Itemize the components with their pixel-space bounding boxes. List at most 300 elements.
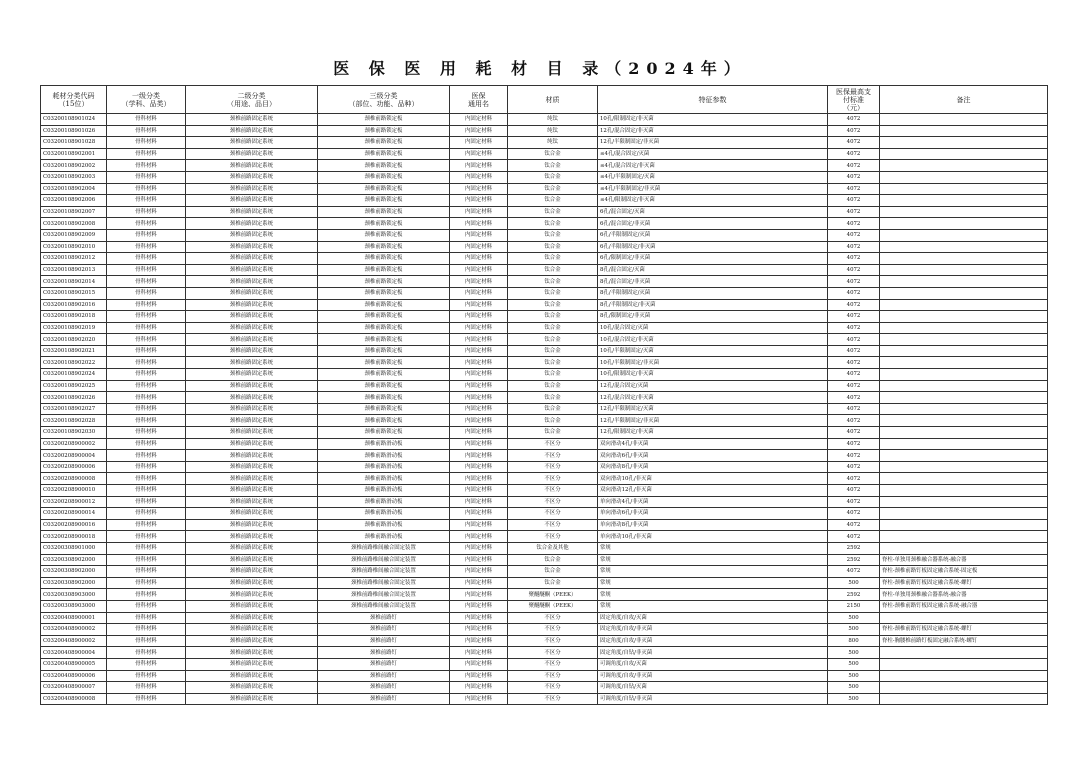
cell-code: C03200208900008 bbox=[41, 473, 107, 485]
cell-max-price: 4072 bbox=[828, 392, 880, 404]
cell-max-price: 2592 bbox=[828, 589, 880, 601]
cell-category-1: 骨科材料 bbox=[107, 276, 186, 288]
cell-remarks: 脊柱-颈椎前路钉板固定融合系统-螺钉 bbox=[880, 577, 1048, 589]
cell-category-2: 颈椎前路固定系统 bbox=[186, 287, 318, 299]
cell-parameters: 6孔/限制固定/非灭菌 bbox=[598, 253, 828, 265]
cell-code: C03200108902019 bbox=[41, 322, 107, 334]
cell-material: 纯钛 bbox=[508, 137, 598, 149]
cell-remarks bbox=[880, 322, 1048, 334]
cell-material: 钛合金 bbox=[508, 148, 598, 160]
cell-material: 钛合金 bbox=[508, 299, 598, 311]
cell-generic-name: 内固定材料 bbox=[450, 264, 508, 276]
table-row bbox=[41, 461, 1048, 473]
cell-material: 不区分 bbox=[508, 670, 598, 682]
cell-category-1: 骨科材料 bbox=[107, 287, 186, 299]
cell-code: C03200108902003 bbox=[41, 171, 107, 183]
cell-code: C03200208900004 bbox=[41, 450, 107, 462]
table-body bbox=[41, 114, 1048, 705]
cell-parameters: 6孔/混合固定/灭菌 bbox=[598, 206, 828, 218]
cell-category-1: 骨科材料 bbox=[107, 693, 186, 705]
cell-max-price: 500 bbox=[828, 612, 880, 624]
cell-remarks: 脊柱-颈椎前路钉板固定融合系统-融合器 bbox=[880, 600, 1048, 612]
cell-parameters: 固定角度/自攻/非灭菌 bbox=[598, 624, 828, 636]
table-row bbox=[41, 473, 1048, 485]
cell-generic-name: 内固定材料 bbox=[450, 183, 508, 195]
cell-remarks bbox=[880, 670, 1048, 682]
cell-material: 不区分 bbox=[508, 682, 598, 694]
cell-remarks bbox=[880, 369, 1048, 381]
cell-code: C03200108901028 bbox=[41, 137, 107, 149]
cell-parameters: 10孔/混合固定/灭菌 bbox=[598, 322, 828, 334]
cell-generic-name: 内固定材料 bbox=[450, 508, 508, 520]
cell-category-3: 颈椎前路钉 bbox=[318, 682, 450, 694]
cell-remarks: 脊柱-单独用颈椎融合器系统-融合器 bbox=[880, 554, 1048, 566]
table-header bbox=[41, 86, 1048, 114]
cell-code: C03200108902016 bbox=[41, 299, 107, 311]
cell-category-2: 颈椎前路固定系统 bbox=[186, 345, 318, 357]
cell-max-price: 500 bbox=[828, 658, 880, 670]
cell-category-3: 颈椎前路滑动板 bbox=[318, 508, 450, 520]
cell-category-1: 骨科材料 bbox=[107, 253, 186, 265]
cell-category-1: 骨科材料 bbox=[107, 148, 186, 160]
cell-code: C03200408900004 bbox=[41, 647, 107, 659]
cell-parameters: 常规 bbox=[598, 577, 828, 589]
cell-generic-name: 内固定材料 bbox=[450, 542, 508, 554]
cell-code: C03200108902022 bbox=[41, 357, 107, 369]
cell-generic-name: 内固定材料 bbox=[450, 577, 508, 589]
cell-generic-name: 内固定材料 bbox=[450, 403, 508, 415]
cell-generic-name: 内固定材料 bbox=[450, 589, 508, 601]
cell-category-3: 颈椎前路锁定板 bbox=[318, 403, 450, 415]
cell-remarks bbox=[880, 473, 1048, 485]
cell-category-1: 骨科材料 bbox=[107, 369, 186, 381]
cell-max-price: 4072 bbox=[828, 253, 880, 265]
cell-remarks bbox=[880, 380, 1048, 392]
cell-category-2: 颈椎前路固定系统 bbox=[186, 508, 318, 520]
cell-generic-name: 内固定材料 bbox=[450, 253, 508, 265]
table-row bbox=[41, 635, 1048, 647]
table-row bbox=[41, 241, 1048, 253]
cell-remarks bbox=[880, 519, 1048, 531]
cell-remarks bbox=[880, 206, 1048, 218]
cell-remarks: 脊柱-胸腰椎前路钉板固定融合系统-螺钉 bbox=[880, 635, 1048, 647]
cell-category-3: 颈椎前路椎间融合固定装置 bbox=[318, 600, 450, 612]
cell-generic-name: 内固定材料 bbox=[450, 427, 508, 439]
cell-material: 不区分 bbox=[508, 461, 598, 473]
cell-generic-name: 内固定材料 bbox=[450, 682, 508, 694]
table-row bbox=[41, 658, 1048, 670]
cell-code: C03200408900001 bbox=[41, 612, 107, 624]
cell-parameters: 6孔/半限制固定/灭菌 bbox=[598, 229, 828, 241]
cell-max-price: 500 bbox=[828, 577, 880, 589]
cell-parameters: 12孔/混合固定/灭菌 bbox=[598, 380, 828, 392]
cell-code: C03200108902013 bbox=[41, 264, 107, 276]
cell-category-2: 颈椎前路固定系统 bbox=[186, 311, 318, 323]
cell-category-2: 颈椎前路固定系统 bbox=[186, 171, 318, 183]
cell-code: C03200108902010 bbox=[41, 241, 107, 253]
cell-remarks bbox=[880, 137, 1048, 149]
cell-category-3: 颈椎前路滑动板 bbox=[318, 531, 450, 543]
cell-category-2: 颈椎前路固定系统 bbox=[186, 600, 318, 612]
cell-remarks bbox=[880, 287, 1048, 299]
cell-category-2: 颈椎前路固定系统 bbox=[186, 392, 318, 404]
cell-material: 不区分 bbox=[508, 612, 598, 624]
cell-generic-name: 内固定材料 bbox=[450, 369, 508, 381]
cell-category-1: 骨科材料 bbox=[107, 473, 186, 485]
cell-code: C03200108902001 bbox=[41, 148, 107, 160]
cell-generic-name: 内固定材料 bbox=[450, 519, 508, 531]
cell-parameters: 10孔/半限制固定/非灭菌 bbox=[598, 357, 828, 369]
cell-category-3: 颈椎前路锁定板 bbox=[318, 369, 450, 381]
cell-category-2: 颈椎前路固定系统 bbox=[186, 577, 318, 589]
cell-category-3: 颈椎前路锁定板 bbox=[318, 287, 450, 299]
cell-material: 钛合金 bbox=[508, 392, 598, 404]
cell-category-1: 骨科材料 bbox=[107, 114, 186, 126]
cell-max-price: 4072 bbox=[828, 276, 880, 288]
cell-parameters: 6孔/半限制固定/非灭菌 bbox=[598, 241, 828, 253]
cell-material: 不区分 bbox=[508, 647, 598, 659]
cell-generic-name: 内固定材料 bbox=[450, 125, 508, 137]
cell-material: 钛合金 bbox=[508, 415, 598, 427]
cell-material: 钛合金 bbox=[508, 171, 598, 183]
table-row bbox=[41, 125, 1048, 137]
cell-code: C03200108902027 bbox=[41, 403, 107, 415]
cell-category-3: 颈椎前路滑动板 bbox=[318, 450, 450, 462]
table-row bbox=[41, 670, 1048, 682]
cell-parameters: 可调角度/自钻/灭菌 bbox=[598, 682, 828, 694]
cell-category-1: 骨科材料 bbox=[107, 229, 186, 241]
cell-material: 不区分 bbox=[508, 624, 598, 636]
cell-remarks bbox=[880, 403, 1048, 415]
cell-category-3: 颈椎前路锁定板 bbox=[318, 183, 450, 195]
cell-category-2: 颈椎前路固定系统 bbox=[186, 415, 318, 427]
cell-max-price: 4072 bbox=[828, 264, 880, 276]
cell-generic-name: 内固定材料 bbox=[450, 531, 508, 543]
cell-parameters: 双向滑动10孔/非灭菌 bbox=[598, 473, 828, 485]
cell-category-1: 骨科材料 bbox=[107, 600, 186, 612]
cell-generic-name: 内固定材料 bbox=[450, 380, 508, 392]
cell-category-1: 骨科材料 bbox=[107, 461, 186, 473]
table-row bbox=[41, 427, 1048, 439]
cell-code: C03200108902002 bbox=[41, 160, 107, 172]
table-row bbox=[41, 647, 1048, 659]
cell-remarks bbox=[880, 508, 1048, 520]
cell-max-price: 4072 bbox=[828, 311, 880, 323]
cell-parameters: 12孔/半限制固定/非灭菌 bbox=[598, 415, 828, 427]
cell-category-3: 颈椎前路钉 bbox=[318, 658, 450, 670]
cell-parameters: 8孔/半限制固定/灭菌 bbox=[598, 287, 828, 299]
page-title: 医 保 医 用 耗 材 目 录（2024年） bbox=[333, 59, 747, 78]
cell-generic-name: 内固定材料 bbox=[450, 229, 508, 241]
cell-remarks bbox=[880, 171, 1048, 183]
cell-remarks bbox=[880, 299, 1048, 311]
cell-code: C03200108902004 bbox=[41, 183, 107, 195]
cell-material: 不区分 bbox=[508, 693, 598, 705]
cell-parameters: 8孔/混合固定/非灭菌 bbox=[598, 276, 828, 288]
cell-parameters: ≤4孔/半限制固定/非灭菌 bbox=[598, 183, 828, 195]
cell-generic-name: 内固定材料 bbox=[450, 473, 508, 485]
cell-category-2: 颈椎前路固定系统 bbox=[186, 693, 318, 705]
cell-category-2: 颈椎前路固定系统 bbox=[186, 322, 318, 334]
table-row bbox=[41, 600, 1048, 612]
cell-parameters: 固定角度/自钻/非灭菌 bbox=[598, 647, 828, 659]
table-row bbox=[41, 577, 1048, 589]
cell-parameters: 单向滑动4孔/非灭菌 bbox=[598, 496, 828, 508]
cell-remarks bbox=[880, 693, 1048, 705]
cell-max-price: 4072 bbox=[828, 531, 880, 543]
cell-code: C03200308901000 bbox=[41, 542, 107, 554]
cell-remarks bbox=[880, 345, 1048, 357]
cell-remarks bbox=[880, 542, 1048, 554]
cell-max-price: 4072 bbox=[828, 137, 880, 149]
table-row bbox=[41, 542, 1048, 554]
cell-remarks bbox=[880, 427, 1048, 439]
cell-category-3: 颈椎前路锁定板 bbox=[318, 171, 450, 183]
table-row bbox=[41, 485, 1048, 497]
cell-category-1: 骨科材料 bbox=[107, 241, 186, 253]
cell-category-2: 颈椎前路固定系统 bbox=[186, 624, 318, 636]
cell-code: C03200108902014 bbox=[41, 276, 107, 288]
cell-category-2: 颈椎前路固定系统 bbox=[186, 473, 318, 485]
table-row bbox=[41, 357, 1048, 369]
cell-category-3: 颈椎前路椎间融合固定装置 bbox=[318, 554, 450, 566]
cell-max-price: 4072 bbox=[828, 229, 880, 241]
cell-max-price: 4072 bbox=[828, 322, 880, 334]
cell-parameters: 常规 bbox=[598, 554, 828, 566]
column-header-category-3: 三级分类 （部位、功能、品种） bbox=[318, 86, 450, 114]
cell-generic-name: 内固定材料 bbox=[450, 635, 508, 647]
cell-max-price: 4072 bbox=[828, 566, 880, 578]
cell-remarks: 脊柱-颈椎前路钉板固定融合系统-固定板 bbox=[880, 566, 1048, 578]
cell-remarks bbox=[880, 125, 1048, 137]
table-row bbox=[41, 531, 1048, 543]
cell-category-1: 骨科材料 bbox=[107, 612, 186, 624]
cell-category-1: 骨科材料 bbox=[107, 322, 186, 334]
cell-category-1: 骨科材料 bbox=[107, 415, 186, 427]
cell-max-price: 4072 bbox=[828, 125, 880, 137]
cell-code: C03200108902015 bbox=[41, 287, 107, 299]
cell-remarks bbox=[880, 229, 1048, 241]
cell-remarks bbox=[880, 218, 1048, 230]
table-row bbox=[41, 345, 1048, 357]
cell-parameters: 双向滑动12孔/非灭菌 bbox=[598, 485, 828, 497]
cell-category-2: 颈椎前路固定系统 bbox=[186, 229, 318, 241]
cell-code: C03200408900005 bbox=[41, 658, 107, 670]
cell-category-3: 颈椎前路锁定板 bbox=[318, 114, 450, 126]
cell-material: 钛合金 bbox=[508, 380, 598, 392]
cell-category-3: 颈椎前路锁定板 bbox=[318, 311, 450, 323]
cell-generic-name: 内固定材料 bbox=[450, 357, 508, 369]
cell-remarks bbox=[880, 264, 1048, 276]
cell-code: C03200408900007 bbox=[41, 682, 107, 694]
cell-category-1: 骨科材料 bbox=[107, 357, 186, 369]
cell-category-2: 颈椎前路固定系统 bbox=[186, 670, 318, 682]
cell-category-3: 颈椎前路锁定板 bbox=[318, 345, 450, 357]
cell-generic-name: 内固定材料 bbox=[450, 415, 508, 427]
cell-parameters: 12孔/限制固定/非灭菌 bbox=[598, 427, 828, 439]
cell-code: C03200108901026 bbox=[41, 125, 107, 137]
cell-category-1: 骨科材料 bbox=[107, 299, 186, 311]
cell-category-3: 颈椎前路钉 bbox=[318, 635, 450, 647]
table-row bbox=[41, 566, 1048, 578]
cell-max-price: 500 bbox=[828, 624, 880, 636]
table-row bbox=[41, 322, 1048, 334]
cell-material: 钛合金 bbox=[508, 427, 598, 439]
cell-material: 不区分 bbox=[508, 508, 598, 520]
column-header-parameters: 特征参数 bbox=[598, 86, 828, 114]
cell-parameters: ≤4孔/半限制固定/灭菌 bbox=[598, 171, 828, 183]
cell-category-3: 颈椎前路锁定板 bbox=[318, 357, 450, 369]
table-row bbox=[41, 229, 1048, 241]
cell-max-price: 4072 bbox=[828, 241, 880, 253]
cell-remarks bbox=[880, 415, 1048, 427]
cell-category-3: 颈椎前路锁定板 bbox=[318, 276, 450, 288]
cell-parameters: 双向滑动8孔/非灭菌 bbox=[598, 461, 828, 473]
table-row bbox=[41, 450, 1048, 462]
cell-code: C03200108902007 bbox=[41, 206, 107, 218]
cell-category-3: 颈椎前路滑动板 bbox=[318, 485, 450, 497]
cell-max-price: 4072 bbox=[828, 148, 880, 160]
table-row bbox=[41, 206, 1048, 218]
table-row bbox=[41, 148, 1048, 160]
cell-category-2: 颈椎前路固定系统 bbox=[186, 114, 318, 126]
cell-category-1: 骨科材料 bbox=[107, 264, 186, 276]
table-row bbox=[41, 508, 1048, 520]
cell-category-3: 颈椎前路钉 bbox=[318, 647, 450, 659]
cell-category-3: 颈椎前路锁定板 bbox=[318, 299, 450, 311]
cell-parameters: 12孔/混合固定/非灭菌 bbox=[598, 392, 828, 404]
cell-code: C03200308903000 bbox=[41, 589, 107, 601]
cell-material: 钛合金 bbox=[508, 311, 598, 323]
cell-category-2: 颈椎前路固定系统 bbox=[186, 682, 318, 694]
cell-category-2: 颈椎前路固定系统 bbox=[186, 183, 318, 195]
cell-generic-name: 内固定材料 bbox=[450, 334, 508, 346]
cell-category-1: 骨科材料 bbox=[107, 427, 186, 439]
cell-code: C03200108902025 bbox=[41, 380, 107, 392]
cell-generic-name: 内固定材料 bbox=[450, 241, 508, 253]
cell-material: 钛合金 bbox=[508, 334, 598, 346]
cell-material: 纯钛 bbox=[508, 114, 598, 126]
cell-category-3: 颈椎前路锁定板 bbox=[318, 206, 450, 218]
cell-remarks bbox=[880, 276, 1048, 288]
cell-category-1: 骨科材料 bbox=[107, 137, 186, 149]
cell-code: C03200308903000 bbox=[41, 600, 107, 612]
cell-category-2: 颈椎前路固定系统 bbox=[186, 589, 318, 601]
cell-category-2: 颈椎前路固定系统 bbox=[186, 206, 318, 218]
cell-parameters: 单向滑动6孔/非灭菌 bbox=[598, 508, 828, 520]
table-row bbox=[41, 612, 1048, 624]
cell-parameters: 双向滑动6孔/非灭菌 bbox=[598, 450, 828, 462]
cell-generic-name: 内固定材料 bbox=[450, 624, 508, 636]
cell-generic-name: 内固定材料 bbox=[450, 311, 508, 323]
cell-material: 钛合金 bbox=[508, 322, 598, 334]
cell-material: 聚醚醚酮（PEEK） bbox=[508, 600, 598, 612]
cell-material: 钛合金 bbox=[508, 276, 598, 288]
cell-category-1: 骨科材料 bbox=[107, 218, 186, 230]
cell-material: 钛合金 bbox=[508, 287, 598, 299]
cell-max-price: 4072 bbox=[828, 171, 880, 183]
cell-category-2: 颈椎前路固定系统 bbox=[186, 566, 318, 578]
cell-remarks bbox=[880, 357, 1048, 369]
cell-parameters: 单向滑动8孔/非灭菌 bbox=[598, 519, 828, 531]
cell-parameters: 可调角度/自攻/灭菌 bbox=[598, 658, 828, 670]
cell-category-3: 颈椎前路椎间融合固定装置 bbox=[318, 589, 450, 601]
header-row bbox=[41, 86, 1048, 114]
cell-category-1: 骨科材料 bbox=[107, 195, 186, 207]
cell-remarks: 脊柱-颈椎前路钉板固定融合系统-螺钉 bbox=[880, 624, 1048, 636]
cell-category-2: 颈椎前路固定系统 bbox=[186, 195, 318, 207]
table-row bbox=[41, 519, 1048, 531]
cell-remarks bbox=[880, 311, 1048, 323]
cell-code: C03200108902020 bbox=[41, 334, 107, 346]
cell-code: C03200108902030 bbox=[41, 427, 107, 439]
cell-parameters: 常规 bbox=[598, 542, 828, 554]
cell-code: C03200408900008 bbox=[41, 693, 107, 705]
cell-category-1: 骨科材料 bbox=[107, 171, 186, 183]
cell-category-3: 颈椎前路锁定板 bbox=[318, 125, 450, 137]
cell-category-1: 骨科材料 bbox=[107, 682, 186, 694]
cell-max-price: 4072 bbox=[828, 299, 880, 311]
table-row bbox=[41, 693, 1048, 705]
cell-generic-name: 内固定材料 bbox=[450, 160, 508, 172]
cell-generic-name: 内固定材料 bbox=[450, 612, 508, 624]
column-header-category-1: 一级分类 （学科、品类） bbox=[107, 86, 186, 114]
cell-category-1: 骨科材料 bbox=[107, 624, 186, 636]
cell-material: 钛合金 bbox=[508, 183, 598, 195]
cell-max-price: 800 bbox=[828, 635, 880, 647]
cell-parameters: ≤4孔/混合固定/非灭菌 bbox=[598, 160, 828, 172]
cell-parameters: 可调角度/自钻/非灭菌 bbox=[598, 693, 828, 705]
cell-max-price: 4072 bbox=[828, 195, 880, 207]
catalog-table bbox=[40, 85, 1048, 705]
cell-category-1: 骨科材料 bbox=[107, 380, 186, 392]
cell-category-2: 颈椎前路固定系统 bbox=[186, 485, 318, 497]
cell-code: C03200208900016 bbox=[41, 519, 107, 531]
table-row bbox=[41, 276, 1048, 288]
cell-category-3: 颈椎前路钉 bbox=[318, 693, 450, 705]
cell-generic-name: 内固定材料 bbox=[450, 148, 508, 160]
cell-generic-name: 内固定材料 bbox=[450, 218, 508, 230]
cell-max-price: 4072 bbox=[828, 380, 880, 392]
cell-category-1: 骨科材料 bbox=[107, 183, 186, 195]
cell-material: 钛合金 bbox=[508, 577, 598, 589]
cell-parameters: 10孔/限制固定/非灭菌 bbox=[598, 114, 828, 126]
column-header-max-price: 医保最高支 付标准 （元） bbox=[828, 86, 880, 114]
cell-category-3: 颈椎前路椎间融合固定装置 bbox=[318, 542, 450, 554]
cell-code: C03200108902021 bbox=[41, 345, 107, 357]
cell-category-3: 颈椎前路滑动板 bbox=[318, 461, 450, 473]
cell-max-price: 2592 bbox=[828, 554, 880, 566]
cell-material: 钛合金及其他 bbox=[508, 542, 598, 554]
cell-code: C03200108902012 bbox=[41, 253, 107, 265]
cell-parameters: 双向滑动4孔/非灭菌 bbox=[598, 438, 828, 450]
cell-generic-name: 内固定材料 bbox=[450, 647, 508, 659]
cell-max-price: 4072 bbox=[828, 450, 880, 462]
cell-remarks bbox=[880, 450, 1048, 462]
cell-category-3: 颈椎前路钉 bbox=[318, 624, 450, 636]
cell-category-1: 骨科材料 bbox=[107, 658, 186, 670]
cell-parameters: 12孔/混合固定/非灭菌 bbox=[598, 125, 828, 137]
table-row bbox=[41, 624, 1048, 636]
cell-remarks bbox=[880, 658, 1048, 670]
cell-category-1: 骨科材料 bbox=[107, 334, 186, 346]
cell-category-1: 骨科材料 bbox=[107, 345, 186, 357]
cell-category-3: 颈椎前路钉 bbox=[318, 612, 450, 624]
table-row bbox=[41, 403, 1048, 415]
cell-material: 钛合金 bbox=[508, 566, 598, 578]
cell-code: C03200208900010 bbox=[41, 485, 107, 497]
cell-category-2: 颈椎前路固定系统 bbox=[186, 612, 318, 624]
